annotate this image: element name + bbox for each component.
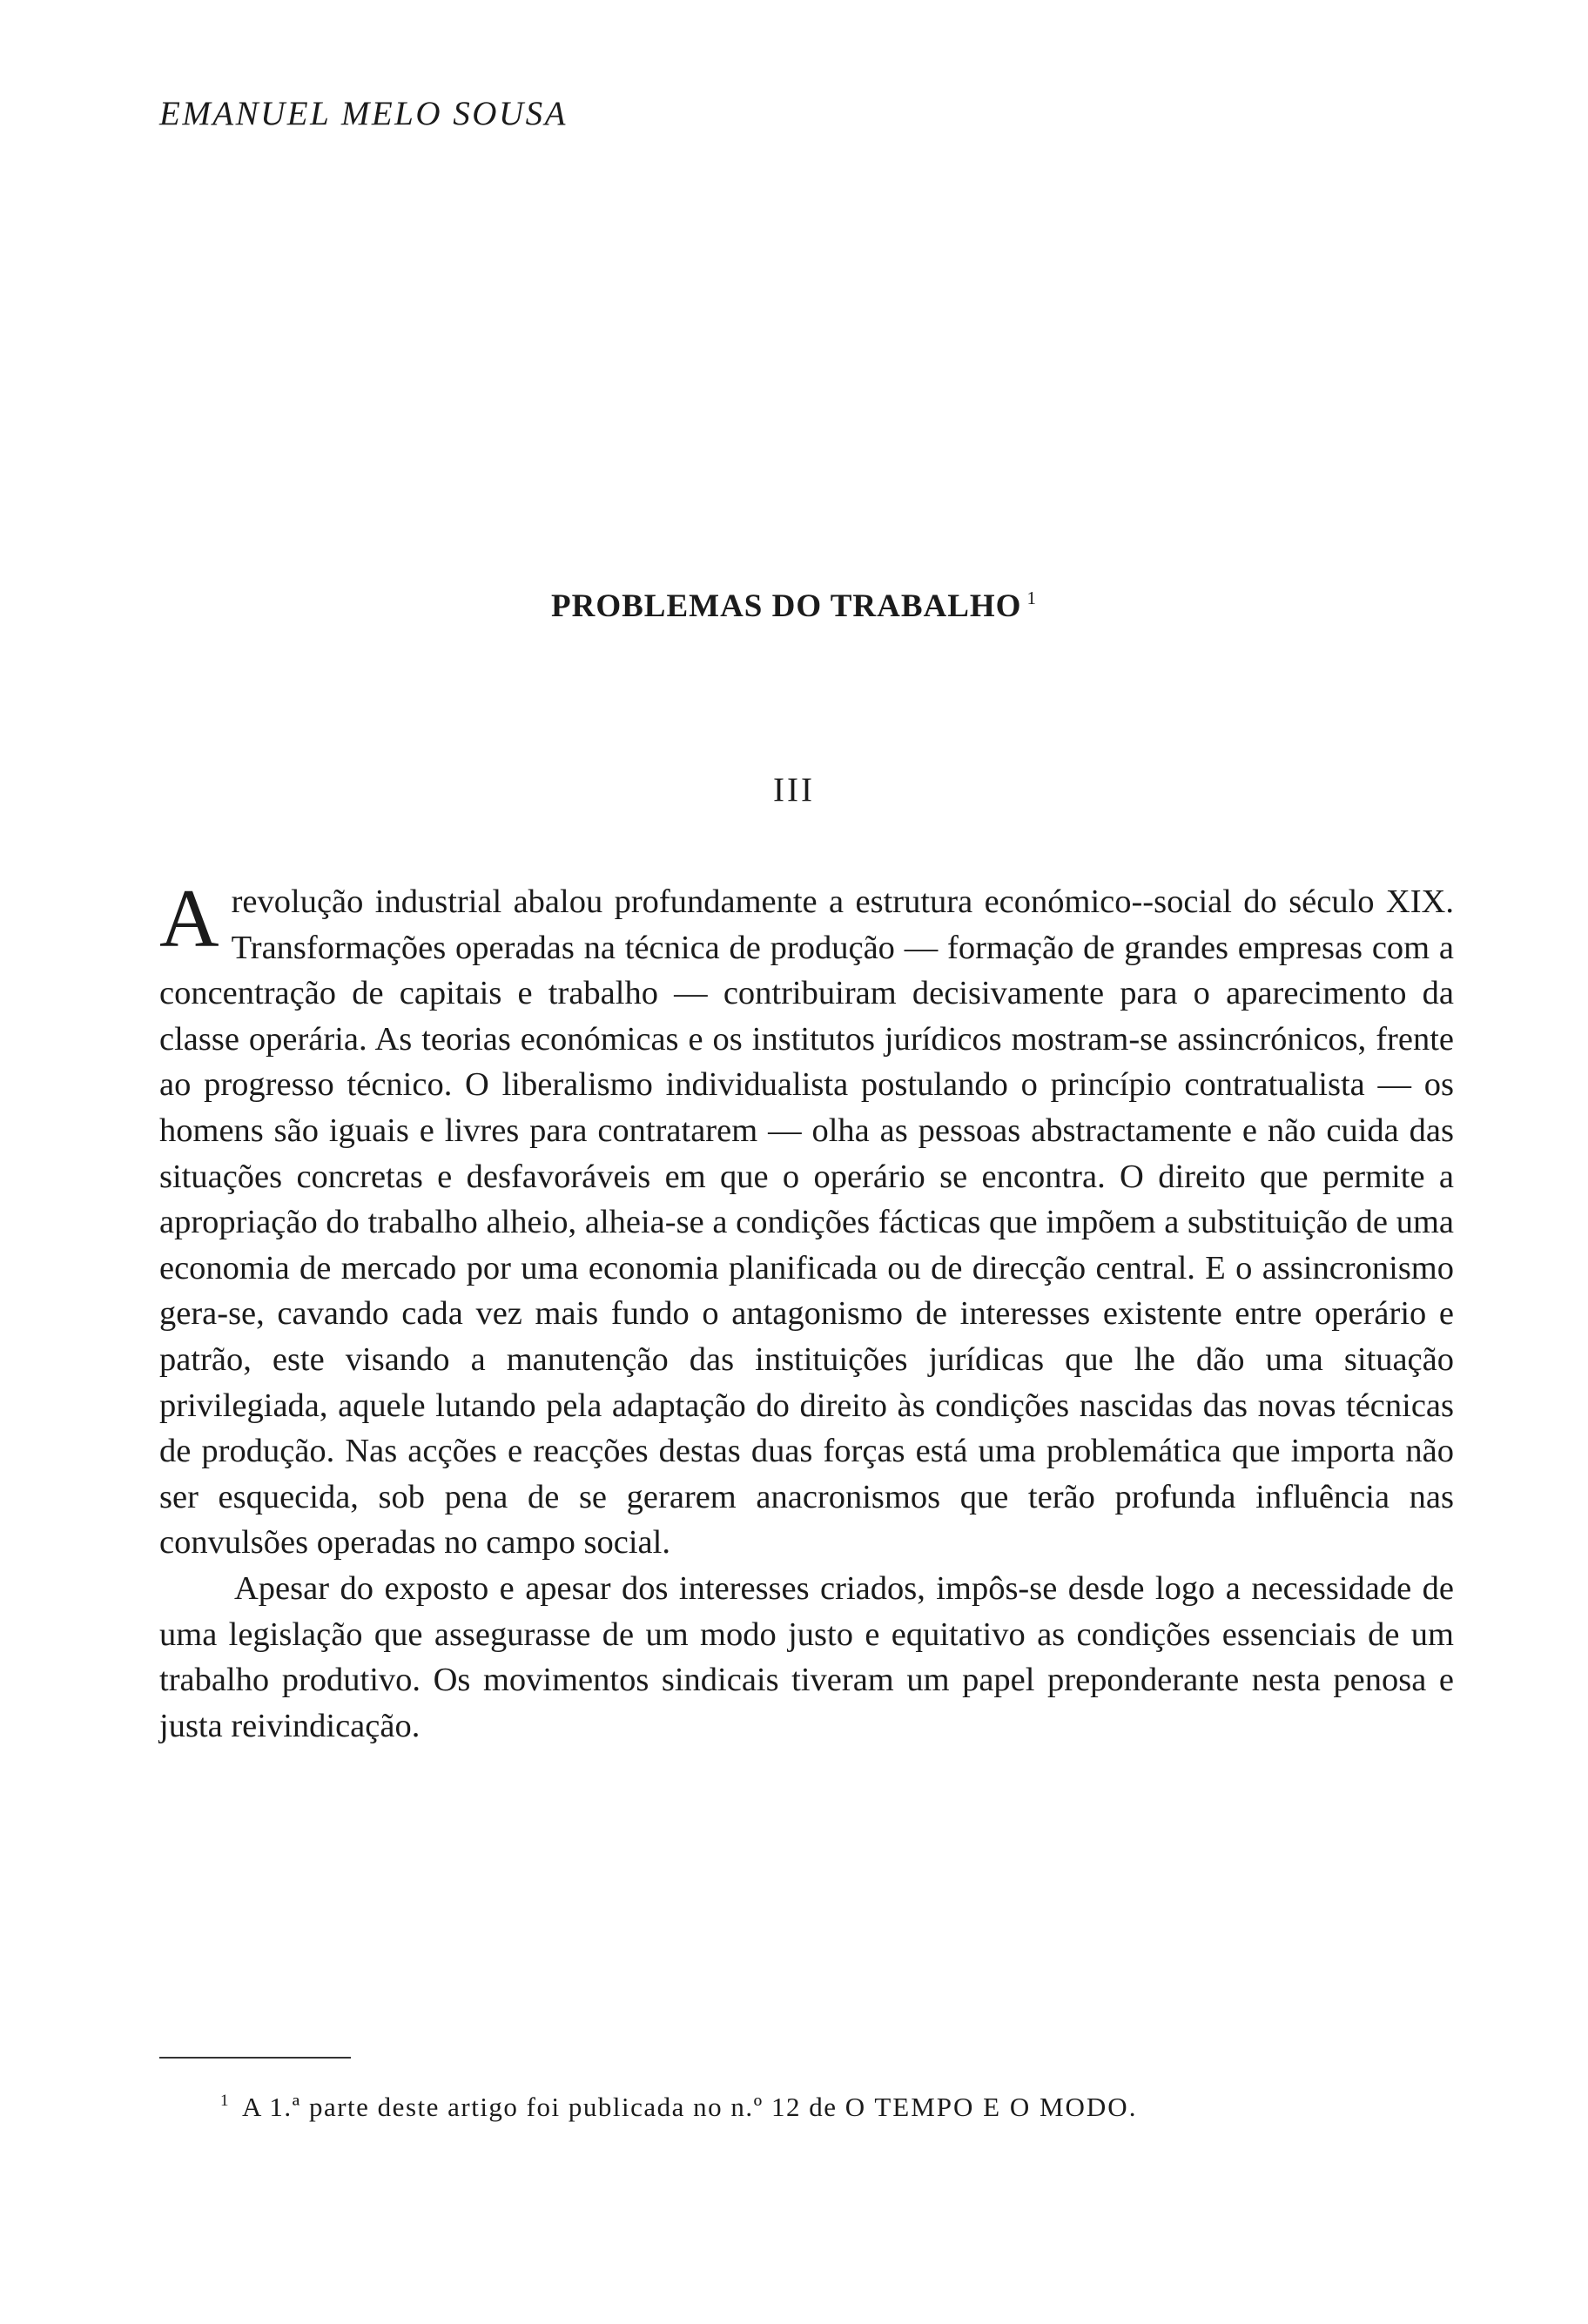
footnote-text: A 1.ª parte deste artigo foi publicada no n.º 12 de [242,2092,838,2122]
paragraph [159,872,1454,1566]
section-number: III [773,771,815,809]
paragraph: Apesar do exposto e apesar dos interesses criados, impôs-se desde logo a necessidade de uma legislação que assegurasse de um modo justo e equitativo as condições essenciais de um trabalho produtivo. Os movimentos sindicais tiveram um papel preponderante nesta penosa e justa reivindicação. [159,1569,1454,1744]
footnote-journal-name: O TEMPO E O MODO. [844,2092,1138,2122]
footnote [220,2092,1137,2123]
article-title-text: PROBLEMAS DO TRABALHO [551,588,1022,624]
article-body [159,872,1454,1749]
footnote-divider [159,2057,351,2059]
footnote-reference: 1 [1026,588,1037,608]
paragraph-text: revolução industrial abalou profundamente a estrutura económico--social do século XIX. Transformações operadas na técnica de produção — formação de grandes empresas com a concentração de capitais e trabalho — contribuiram decisivamente para o aparecimento da classe operária. As teorias económicas e os institutos jurídicos mostram-se assincrónicos, frente ao progresso técnico. O liberalismo individualista postulando o princípio contratualista — os homens são iguais e livres para contratarem — olha as pessoas abstractamente e não cuida das situações concretas e desfavoráveis em que o operário se encontra. O direito que permite a apropriação do trabalho alheio, alheia-se a condições fácticas que impõem a substituição de uma economia de mercado por uma economia planificada ou de direcção central. E o assincronismo gera-se, cavando cada vez mais fundo o antagonismo de interesses existente entre operário e patrão, este visando a manutenção das instituições jurídicas que lhe dão uma situação privilegiada, aquele lutando pela adaptação do direito às condições nascidas das novas técnicas de produção. Nas acções e reacções destas duas forças está uma problemática que importa não ser esquecida, sob pena de se gerarem anacronismos que terão profunda influência nas convulsões operadas no campo social. [159,883,1454,1562]
running-head: EMANUEL MELO SOUSA [159,95,568,132]
footnote-marker: 1 [220,2092,230,2110]
drop-cap: A [159,872,219,964]
article-title [0,588,1588,625]
